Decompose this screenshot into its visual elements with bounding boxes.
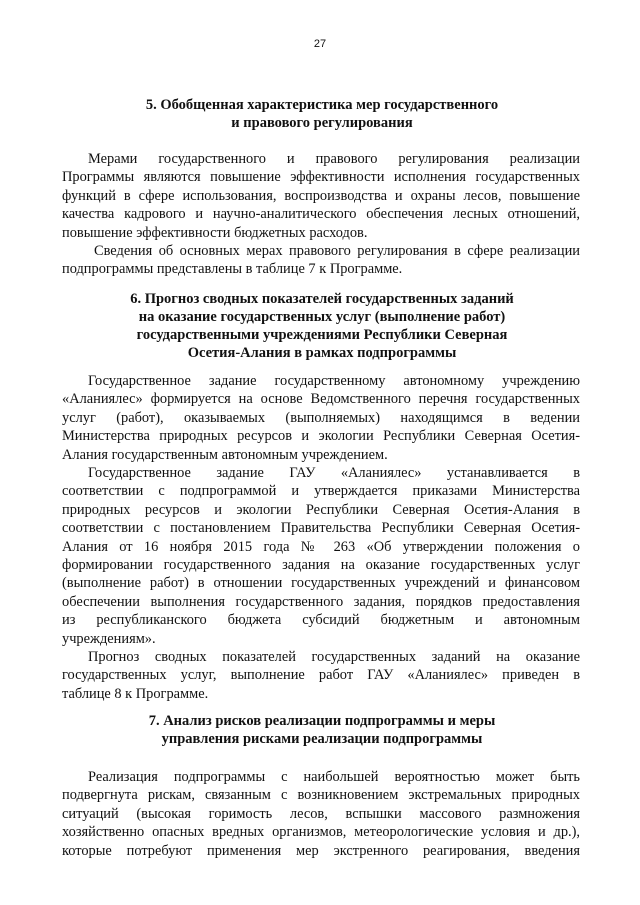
text-line: природных ресурсов и экологии Республики Северная Осетия-Алания в <box>62 501 580 518</box>
section-6-heading <box>62 290 582 362</box>
text-line: (выполнение работ) в отношении государственных учреждений и финансовом <box>62 575 580 592</box>
text-line: Алания государственным автономным учреждением. <box>62 446 388 463</box>
text-line: подвергнута рискам, связанным с возникновением экстремальных природных <box>62 787 580 804</box>
heading-line: Осетия-Алания в рамках подпрограммы <box>187 345 457 361</box>
section-6-paragraph-2 <box>62 464 580 648</box>
text-line: из республиканского бюджета субсидий бюджетным и автономным <box>62 612 580 629</box>
section-5-paragraph-1 <box>62 150 580 242</box>
text-line: Государственное задание государственному автономному учреждению <box>88 373 580 389</box>
text-line: которые потребуют применения мер экстренного реагирования, введения <box>62 842 580 859</box>
text-line: повышение эффективности бюджетных расходов. <box>62 224 368 241</box>
text-line: Прогноз сводных показателей государственных заданий на оказание <box>88 649 580 665</box>
text-line: обеспечении выполнения государственного задания, порядков предоставления <box>62 593 580 610</box>
heading-line: на оказание государственных услуг (выполнение работ) <box>138 309 506 325</box>
text-line: Алания от 16 ноября 2015 года № 263 «Об утверждении положения о <box>62 538 580 555</box>
heading-line: 5. Обобщенная характеристика мер государственного <box>145 97 499 113</box>
text-line: государственных услуг, выполнение работ ГАУ «Аланиялес» приведен в <box>62 667 580 684</box>
text-line: Государственное задание ГАУ «Аланиялес» устанавливается в <box>88 465 580 481</box>
section-7-paragraph-1 <box>62 768 580 860</box>
heading-line: 6. Прогноз сводных показателей государственных заданий <box>130 291 514 307</box>
text-line: Сведения об основных мерах правового регулирования в сфере реализации <box>94 243 580 259</box>
text-line: Реализация подпрограммы с наибольшей вероятностью может быть <box>88 769 580 785</box>
heading-line: 7. Анализ рисков реализации подпрограммы и меры <box>148 713 496 729</box>
text-line: подпрограммы представлены в таблице 7 к Программе. <box>62 261 403 278</box>
text-line: функций в сфере использования, воспроизводства и охраны лесов, повышение <box>62 187 580 204</box>
text-line: Программы являются повышение эффективности исполнения государственных <box>62 169 580 186</box>
text-line: соответствии с подпрограммой и утверждается приказами Министерства <box>62 483 580 500</box>
text-line: хозяйственно опасных вредных организмов, метеорологические условия и др.), <box>62 824 580 841</box>
text-line: услуг (работ), оказываемых (выполняемых) находящимся в ведении <box>62 409 580 426</box>
section-5-heading <box>62 96 582 132</box>
text-line: Мерами государственного и правового регулирования реализации <box>88 151 580 167</box>
text-line: качества кадрового и научно-аналитического обеспечения лесных отношений, <box>62 206 580 223</box>
section-5-paragraph-2 <box>62 242 580 279</box>
page-number: 27 <box>313 38 327 50</box>
section-7-heading <box>62 712 582 748</box>
section-6-paragraph-1 <box>62 372 580 464</box>
heading-line: государственными учреждениями Республики Северная <box>136 327 508 343</box>
text-line: «Аланиялес» формируется на основе Ведомственного перечня государственных <box>62 391 580 408</box>
text-line: ситуаций (высокая горимость лесов, вспышки массового размножения <box>62 805 580 822</box>
text-line: соответствии с постановлением Правительства Республики Северная Осетия- <box>62 520 580 537</box>
section-6-paragraph-3 <box>62 648 580 703</box>
text-line: учреждениям». <box>62 630 156 647</box>
text-line: таблице 8 к Программе. <box>62 685 209 702</box>
text-line: формировании государственного задания на оказание государственных услуг <box>62 557 580 574</box>
heading-line: управления рисками реализации подпрограммы <box>161 731 483 747</box>
text-line: Министерства природных ресурсов и экологии Республики Северная Осетия- <box>62 428 580 445</box>
heading-line: и правового регулирования <box>231 115 413 131</box>
